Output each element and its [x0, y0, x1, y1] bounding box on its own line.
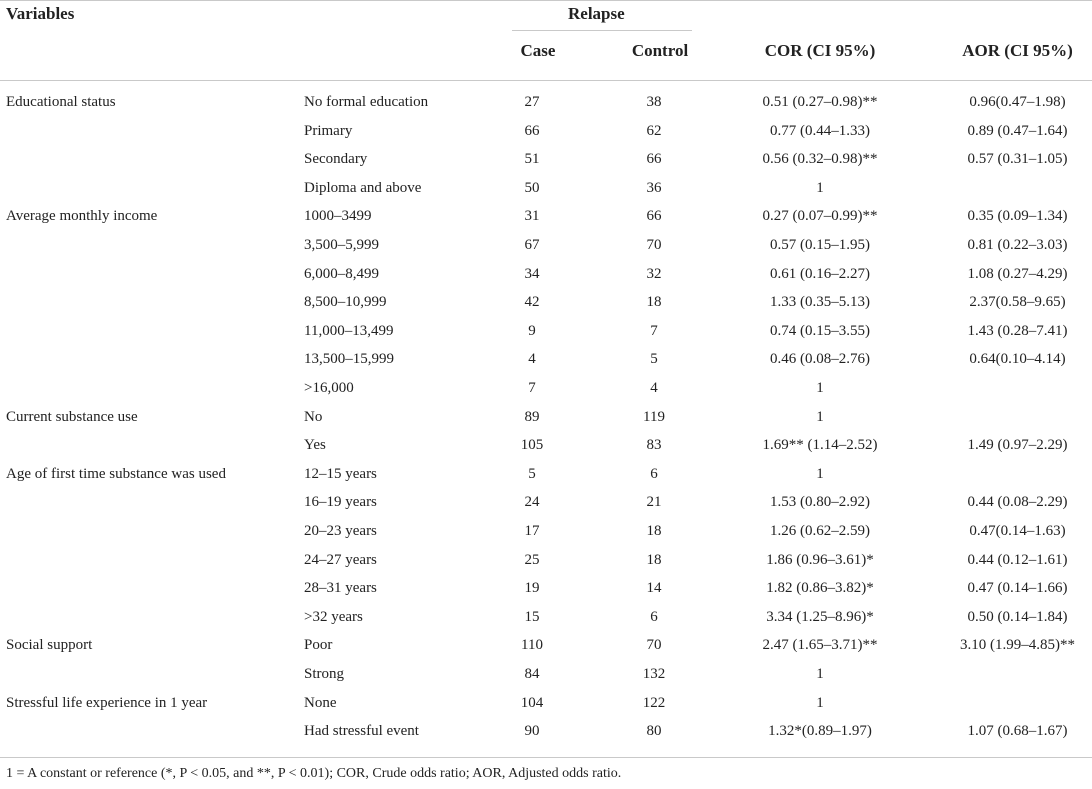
row-case: 51: [524, 151, 540, 168]
row-cor: 1.53 (0.80–2.92): [770, 494, 870, 511]
row-control: 6: [650, 465, 658, 482]
row-aor: 1.08 (0.27–4.29): [967, 265, 1068, 282]
row-control: 122: [642, 694, 666, 711]
row-category: 16–19 years: [304, 494, 377, 511]
row-aor: 0.57 (0.31–1.05): [967, 151, 1068, 168]
row-cor: 3.34 (1.25–8.96)*: [766, 608, 874, 625]
row-aor: 0.44 (0.12–1.61): [967, 551, 1068, 568]
row-aor: 0.44 (0.08–2.29): [967, 494, 1068, 511]
table-row: [0, 403, 1092, 431]
row-case: 110: [521, 637, 543, 654]
header-relapse: Relapse: [568, 4, 625, 23]
table-row: [0, 431, 1092, 459]
table-row: [0, 546, 1092, 574]
row-control: 80: [646, 723, 662, 740]
table-row: [0, 460, 1092, 488]
table-row: [0, 174, 1092, 202]
table-row: [0, 117, 1092, 145]
row-aor: 0.96(0.47–1.98): [969, 94, 1066, 110]
row-aor: 1.49 (0.97–2.29): [967, 437, 1068, 454]
row-cor: 0.57 (0.15–1.95): [770, 237, 870, 253]
row-control: 32: [646, 265, 662, 282]
table-row: [0, 260, 1092, 288]
row-aor: 0.47 (0.14–1.66): [967, 580, 1068, 597]
table-row: [0, 374, 1092, 402]
row-aor: 3.10 (1.99–4.85)**: [960, 637, 1075, 654]
table-row: [0, 689, 1092, 717]
row-variable: Social support: [6, 637, 93, 654]
row-category: 6,000–8,499: [304, 265, 379, 282]
row-category: Diploma and above: [304, 179, 422, 196]
table-row: [0, 488, 1092, 516]
row-aor: 1.07 (0.68–1.67): [967, 723, 1068, 740]
row-variable: Educational status: [6, 94, 116, 110]
row-category: Poor: [304, 637, 333, 654]
row-case: 25: [524, 551, 540, 568]
row-case: 50: [524, 179, 540, 196]
row-aor: 0.47(0.14–1.63): [969, 523, 1066, 539]
row-cor: 1: [816, 465, 824, 482]
row-category: None: [304, 694, 337, 711]
table-row: [0, 717, 1092, 745]
row-control: 6: [650, 608, 658, 625]
header-case: Case: [520, 41, 556, 60]
row-aor: 0.35 (0.09–1.34): [967, 208, 1068, 225]
table-row: [0, 317, 1092, 345]
row-case: 67: [524, 237, 540, 253]
row-cor: 1.26 (0.62–2.59): [770, 523, 870, 539]
row-cor: 0.77 (0.44–1.33): [770, 122, 870, 139]
row-case: 66: [524, 122, 540, 139]
row-cor: 1.69** (1.14–2.52): [762, 437, 878, 454]
row-category: 1000–3499: [304, 208, 372, 225]
row-case: 15: [524, 608, 540, 625]
row-variable: Age of first time substance was used: [6, 465, 226, 482]
row-control: 36: [646, 179, 662, 196]
relapse-underline: [512, 30, 692, 31]
row-control: 66: [646, 151, 662, 168]
row-case: 24: [524, 494, 540, 511]
row-category: Had stressful event: [304, 723, 419, 740]
table-row: [0, 288, 1092, 316]
table-footnote: 1 = A constant or reference (*, P < 0.05, and **, P < 0.01); COR, Crude odds ratio; AOR, Adjusted odds ratio.: [6, 766, 622, 781]
row-case: 4: [528, 351, 536, 368]
row-category: >32 years: [304, 608, 363, 625]
row-aor: 0.50 (0.14–1.84): [967, 608, 1068, 625]
row-control: 18: [646, 294, 662, 311]
row-aor: 0.64(0.10–4.14): [969, 351, 1066, 368]
row-control: 18: [646, 523, 662, 539]
row-case: 84: [524, 666, 540, 682]
row-control: 7: [650, 322, 658, 339]
row-variable: Stressful life experience in 1 year: [6, 694, 208, 711]
row-case: 9: [528, 322, 536, 339]
row-cor: 0.27 (0.07–0.99)**: [762, 208, 878, 225]
row-case: 19: [524, 580, 540, 597]
row-category: Yes: [304, 437, 326, 454]
row-category: 12–15 years: [304, 465, 377, 482]
row-cor: 2.47 (1.65–3.71)**: [762, 637, 878, 654]
row-control: 70: [646, 637, 662, 654]
row-cor: 1: [816, 666, 824, 682]
row-case: 5: [528, 465, 536, 482]
row-control: 14: [646, 580, 662, 597]
row-category: Strong: [304, 666, 345, 682]
row-control: 18: [646, 551, 662, 568]
header-aor: AOR (CI 95%): [962, 41, 1073, 60]
row-cor: 1.86 (0.96–3.61)*: [766, 551, 874, 568]
row-cor: 0.74 (0.15–3.55): [770, 322, 870, 339]
row-category: Primary: [304, 122, 353, 139]
row-cor: 1.32*(0.89–1.97): [768, 723, 872, 740]
table-row: [0, 88, 1092, 116]
row-aor: 2.37(0.58–9.65): [969, 294, 1066, 311]
row-cor: 1.82 (0.86–3.82)*: [766, 580, 874, 597]
table-row: [0, 345, 1092, 373]
row-cor: 1: [816, 694, 824, 711]
row-case: 104: [520, 694, 544, 711]
row-category: >16,000: [304, 380, 354, 396]
row-variable: Average monthly income: [6, 208, 158, 225]
row-control: 4: [650, 380, 658, 396]
row-case: 89: [524, 408, 540, 425]
row-control: 83: [646, 437, 662, 454]
row-cor: 1.33 (0.35–5.13): [770, 294, 870, 311]
row-control: 132: [642, 666, 666, 682]
table-row: [0, 231, 1092, 259]
row-category: No formal education: [304, 94, 429, 110]
table-row: [0, 517, 1092, 545]
table-row: [0, 574, 1092, 602]
row-category: No: [304, 408, 323, 425]
row-control: 38: [646, 94, 662, 110]
row-case: 7: [528, 380, 536, 396]
table-top-rule: [0, 0, 1092, 1]
row-cor: 1: [816, 408, 824, 425]
row-cor: 1: [816, 179, 824, 196]
row-control: 70: [646, 237, 662, 253]
row-control: 62: [646, 122, 662, 139]
row-control: 119: [643, 408, 665, 425]
row-aor: 0.89 (0.47–1.64): [967, 122, 1068, 139]
table-row: [0, 631, 1092, 659]
row-category: 8,500–10,999: [304, 294, 387, 311]
row-category: 11,000–13,499: [304, 322, 394, 339]
row-cor: 1: [816, 380, 824, 396]
table-row: [0, 660, 1092, 688]
row-case: 17: [524, 523, 540, 539]
header-cor: COR (CI 95%): [764, 41, 876, 60]
row-control: 5: [650, 351, 658, 368]
row-variable: Current substance use: [6, 408, 138, 425]
row-control: 66: [646, 208, 662, 225]
row-case: 27: [524, 94, 540, 110]
row-case: 105: [520, 437, 544, 454]
header-control: Control: [631, 41, 689, 60]
row-control: 21: [646, 494, 662, 511]
row-category: 13,500–15,999: [304, 351, 394, 368]
row-cor: 0.61 (0.16–2.27): [770, 265, 870, 282]
table-row: [0, 145, 1092, 173]
row-category: 3,500–5,999: [304, 237, 379, 253]
header-variables: Variables: [6, 4, 75, 23]
row-aor: 1.43 (0.28–7.41): [967, 322, 1068, 339]
table-row: [0, 202, 1092, 230]
row-aor: 0.81 (0.22–3.03): [967, 237, 1068, 253]
row-category: Secondary: [304, 151, 368, 168]
table-row: [0, 603, 1092, 631]
row-cor: 0.46 (0.08–2.76): [770, 351, 870, 368]
row-category: 24–27 years: [304, 551, 377, 568]
row-case: 90: [524, 723, 540, 740]
row-cor: 0.56 (0.32–0.98)**: [762, 151, 878, 168]
row-case: 34: [524, 265, 540, 282]
row-category: 20–23 years: [304, 523, 377, 539]
row-cor: 0.51 (0.27–0.98)**: [762, 94, 878, 110]
row-case: 42: [524, 294, 540, 311]
row-category: 28–31 years: [304, 580, 377, 597]
row-case: 31: [524, 208, 540, 225]
table-bottom-rule: [0, 757, 1092, 758]
header-rule: [0, 80, 1092, 81]
